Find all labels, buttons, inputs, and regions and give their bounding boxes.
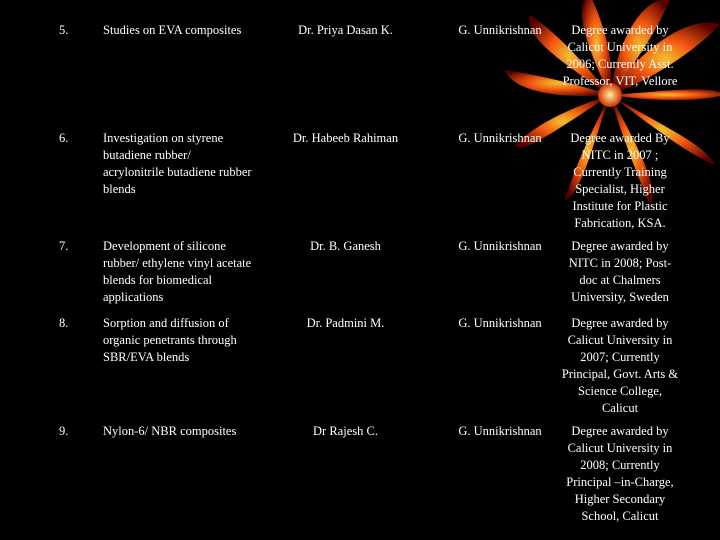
student-name: Dr. Priya Dasan K. (298, 23, 393, 37)
row-number: 9. (59, 424, 69, 438)
thesis-title: Investigation on styrene butadiene rubber/ acrylonitrile butadiene rubber blends (103, 131, 252, 196)
degree-status: Degree awarded by Calicut University in 2008; Currently Principal –in-Charge, Higher Secondary School, Calicut (566, 424, 674, 523)
guide-name: G. Unnikrishnan (458, 424, 542, 438)
degree-status: Degree awarded by Calicut University in 2006; Currently Asst. Professor, VIT, Vellore (562, 23, 678, 88)
row-number: 5. (59, 23, 69, 37)
thesis-title: Nylon-6/ NBR composites (103, 424, 237, 438)
student-name: Dr. Padmini M. (306, 316, 385, 330)
row-number: 6. (59, 131, 69, 145)
thesis-title: Development of silicone rubber/ ethylene vinyl acetate blends for biomedical applications (103, 239, 252, 304)
guide-name: G. Unnikrishnan (458, 316, 542, 330)
thesis-title: Sorption and diffusion of organic penetrants through SBR/EVA blends (103, 316, 237, 364)
guide-name: G. Unnikrishnan (458, 239, 542, 253)
student-name: Dr. Habeeb Rahiman (292, 131, 399, 145)
student-name: Dr Rajesh C. (313, 424, 378, 438)
row-number: 7. (59, 239, 69, 253)
degree-status: Degree awarded by Calicut University in 2007; Currently Principal, Govt. Arts & Science College, Calicut (561, 316, 679, 415)
degree-status: Degree awarded by NITC in 2008; Post-doc at Chalmers University, Sweden (568, 239, 672, 304)
guide-name: G. Unnikrishnan (458, 23, 542, 37)
thesis-title: Studies on EVA composites (103, 23, 242, 37)
row-number: 8. (59, 316, 69, 330)
student-name: Dr. B. Ganesh (310, 239, 381, 253)
guide-name: G. Unnikrishnan (458, 131, 542, 145)
degree-status: Degree awarded By NITC in 2007 ; Currently Training Specialist, Higher Institute for Plastic Fabrication, KSA. (570, 131, 670, 230)
